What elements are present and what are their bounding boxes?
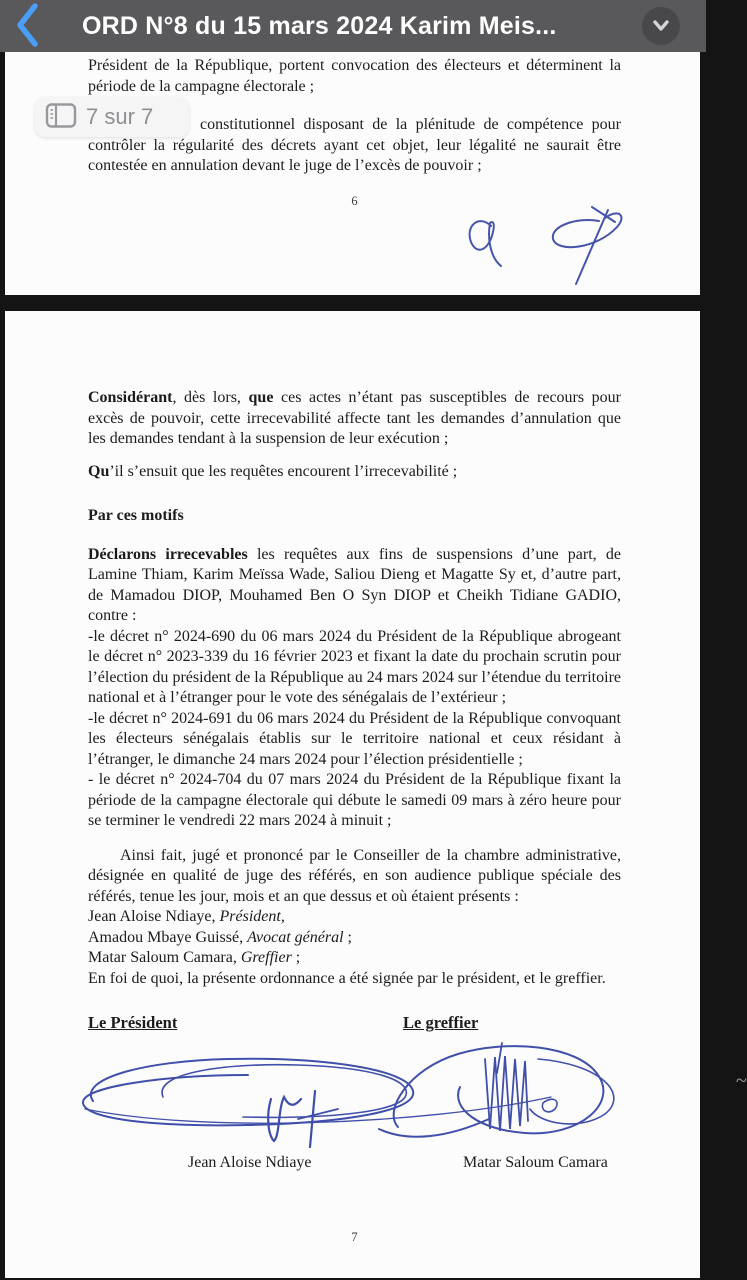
paragraph-en-foi: En foi de quoi, la présente ordonnance a été signée par le président, et le greffier. — [88, 969, 606, 987]
signature-title-president: Le Président — [88, 1013, 178, 1032]
page-indicator-label: 7 sur 7 — [86, 104, 154, 129]
president-and-greffier-signatures — [23, 1041, 563, 1153]
paragraph-declarons: Déclarons irrecevables les requêtes aux fins de suspensions d’une part, de Lamine Thiam, Karim Meïssa Wade, Saliou Dieng et Magatte Sy et, d’autre part, de Mamadou DIOP, Mouhamed Ben O Syn DIOP et Cheikh Tidiane GADIO, contre : — [88, 545, 621, 624]
signature-name-president: Jean Aloise Ndiaye — [188, 1154, 312, 1171]
paragraph-decret-691: -le décret n° 2024-691 du 06 mars 2024 du Président de la République convoquant les électeurs sénégalais établis sur le territoire national et ceux résidant à l’étranger, le dimanche 24 mars 2024 pour l’élection présidentielle ; — [88, 709, 621, 768]
signature-name-greffier: Matar Saloum Camara — [463, 1154, 608, 1171]
handwritten-initials — [455, 200, 685, 297]
line-president: Jean Aloise Ndiaye, Président, — [88, 908, 285, 925]
back-button[interactable] — [0, 0, 56, 52]
document-title: ORD N°8 du 15 mars 2024 Karim Meis... — [82, 11, 557, 40]
paragraph-decret-690: -le décret n° 2024-690 du 06 mars 2024 du Président de la République abrogeant le décret n° 2023-339 du 16 février 2023 et fixant la date du prochain scrutin pour l’élection du président de la République au 24 mars 2024 sur l’étendue du territoire national et à l’étranger pour le vote des sénégalais de l’extérieur ; — [88, 627, 621, 706]
collapse-button[interactable] — [642, 7, 680, 45]
paragraph-considerant: Considérant, dès lors, que ces actes n’étant pas susceptibles de recours pour excès de pouvoir, cette irrecevabilité affecte tant les demandes d’annulation que les demandes tendant à la suspension de leur exécution ; — [88, 389, 622, 447]
page7-number: 7 — [351, 1230, 358, 1244]
scan-artifact-mark: ~ — [736, 1070, 747, 1092]
page6-number: 6 — [351, 193, 358, 208]
page6-text-line: période de la campagne électorale ; — [88, 77, 315, 95]
line-greffier: Matar Saloum Camara, Greffier ; — [88, 949, 301, 966]
paragraph-ainsi-fait: Ainsi fait, jugé et prononcé par le Conseiller de la chambre administrative, désignée en qualité de juge des référés, en son audience publique spéciale des référés, tenue les jour, mois et an que dessus et où étaient présents : — [88, 846, 621, 905]
page6-text-line: constitutionnel disposant de la plénitude de compétence pour — [200, 116, 621, 133]
navigation-bar — [0, 0, 706, 52]
page-indicator-badge[interactable] — [35, 97, 189, 137]
page6-text-line: contrôler la régularité des décrets ayant cet objet, leur légalité ne saurait être — [88, 136, 621, 154]
document-page-6[interactable] — [5, 52, 700, 295]
paragraph-quil: Qu’il s’ensuit que les requêtes encourent l’irrecevabilité ; — [88, 462, 458, 480]
page6-text-line: contestée en annulation devant le juge de l’excès de pouvoir ; — [88, 157, 482, 174]
paragraph-motifs: Par ces motifs — [88, 507, 184, 524]
chevron-down-icon — [648, 12, 674, 41]
paragraph-decret-704: - le décret n° 2024-704 du 07 mars 2024 du Président de la République fixant la période de la campagne électorale qui débute le samedi 09 mars à zéro heure pour se terminer le vendredi 22 mars 2024 à minuit ; — [88, 771, 621, 829]
page6-text-line: Président de la République, portent convocation des électeurs et déterminent la — [88, 57, 621, 74]
page-thumbnails-icon — [45, 102, 77, 132]
line-avocat-general: Amadou Mbaye Guissé, Avocat général ; — [88, 928, 352, 946]
signatures-area — [88, 1041, 747, 1153]
document-page-7[interactable] — [5, 311, 747, 1278]
signature-title-greffier: Le greffier — [403, 1013, 479, 1032]
chevron-left-icon — [13, 1, 43, 52]
